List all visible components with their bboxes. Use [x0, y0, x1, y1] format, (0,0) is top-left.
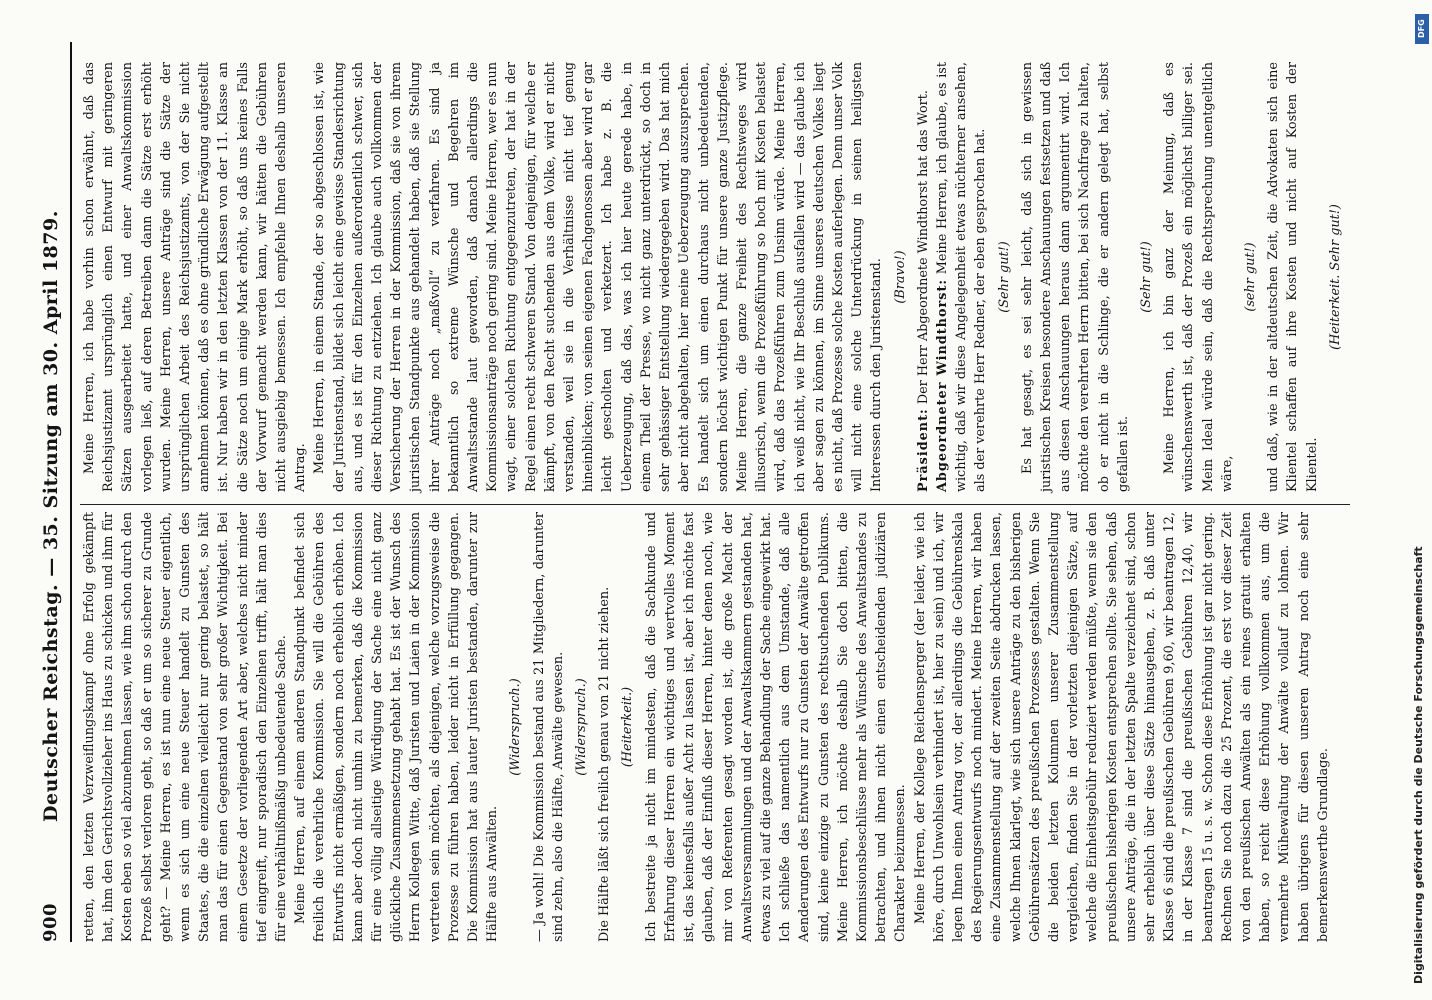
speaker-name: Präsident: [915, 408, 931, 492]
paragraph-text: Meine Herren, in einem Stande, der so abgeschlossen ist, wie der Juristenstand, bildet sich leicht eine gewisse Standesrichtung aus, und es ist für den Einzelnen außerordentlich schwer, sich dieser Richtung zu entziehen. Ich glaube auch vollkommen der Versicherung der Herren in der Kommission, daß sie von ihrem juristischen Standpunkte aus gehandelt haben, daß sie Stellung ihrer Anträge noch „maßvoll“ zu verfahren. Es sind ja bekanntlich so extreme Wünsche und Begehren im Anwaltsstande laut geworden, daß danach allerdings die Kommissionsanträge noch gering sind. Meine Herren, wer es nun wagt, einer solchen Richtung entgegenzutreten, der hat in der Regel einen recht schweren Stand. Von denjenigen, für welche er kämpft, von den Recht suchenden aus dem Volke, wird er nicht verstanden, weil sie in die Verhältnisse nicht tief genug hineinblicken; von seinen eigenen Fachgenossen aber wird er gar leicht gescholten und verketzert. Ich habe z. B. die Ueberzeugung, daß das, was ich hier heute gerede habe, in einem Theil der Presse, wo nicht ganz unterdrückt, so doch in sehr gehässiger Entstellung wiedergegeben wird. Das hat mich aber nicht abgehalten, hier meine Ueberzeugung auszusprechen. Es handelt sich um einen durchaus nicht unbedeutenden, sondern höchst wichtigen Punkt für unsere ganze Justizpflege. Meine Herren, die ganze Freiheit des Rechtsweges wird illusorisch, wenn die Prozeßführung so hoch mit Kosten belastet wird, daß das Prozeßführen zum Unsinn würde. Meine Herren, ich weiß nicht, wie Ihr Beschluß ausfallen wird — das glaube ich aber sagen zu können, im Sinne unseres deutschen Volkes liegt es nicht, daß Prozesse solche Kosten auferlegen. Denn unser Volk will nicht eine solche Unterdrückung in seinen heiligsten Interessen durch den Juristenstand. [312, 62, 885, 492]
paragraph [911, 512, 1333, 942]
paragraph [310, 62, 886, 492]
dfg-logo-icon: DFG [1415, 14, 1429, 44]
paragraph [933, 62, 991, 492]
paragraph [914, 62, 933, 492]
paragraph [80, 62, 310, 492]
paragraph-text: Meine Herren, auf einem anderen Standpunkt befindet sich freilich die verehrliche Kommission. Sie will die Gebühren des Entwurfs nicht ermäßigen, sondern noch erheblich erhöhen. Ich kann aber doch nicht umhin zu bemerken, daß die Kommission für eine völlig allseitige Würdigung der Sache eine nicht ganz glückliche Zusammensetzung gehabt hat. Es ist der Wunsch des Herrn Kollegen Witte, daß Juristen und Laien in der Kommission vertreten sein möchten, als diejenigen, welche vorzugsweise die Prozesse zu führen haben, leider nicht in Erfüllung gegangen. Die Kommission hat aus lauter Juristen bestanden, darunter zur Hälfte aus Anwälten. [293, 512, 501, 942]
interjection: (Heiterkeit.) [620, 686, 636, 768]
interjection: (Heiterkeit. Sehr gut!) [1327, 204, 1343, 350]
paragraph [1018, 62, 1133, 492]
interjection: (Sehr gut!) [1138, 241, 1154, 313]
page-header [38, 62, 66, 942]
paragraph [1160, 62, 1237, 492]
paragraph-text: — Ja wohl! Die Kommission bestand aus 21 Mitgliedern, darunter sind zehn, also die Hälfte, Anwälte gewesen. [531, 512, 566, 942]
paragraph-text: Die Hälfte läßt sich freilich genau von 21 nicht ziehen. [597, 586, 613, 942]
column-divider [80, 504, 1350, 505]
paragraph [530, 512, 568, 942]
interjection: (Bravo!) [892, 250, 908, 304]
left-column [80, 512, 1333, 942]
interjection: (Widerspruch.) [574, 678, 590, 776]
paragraph-text: Es hat gesagt, es sei sehr leicht, daß sich in gewissen juristischen Kreisen besondere Anschauungen festsetzen und daß aus diesen Anschauungen heraus dann argumentirt wird. Ich möchte den verehrten Herrn bitten, bei sich Nachfrage zu halten, ob er nicht in die Schlinge, die er andern gelegt hat, selbst gefallen ist. [1019, 62, 1131, 492]
paragraph [642, 512, 911, 942]
paragraph-text: retten, den letzten Verzweiflungskampf ohne Erfolg gekämpft hat, ihm den Gerichtsvollzieher ins Haus zu schicken und ihm für Kosten eben so viel abzunehmen lassen, wie ihm schon durch den Prozeß selbst verloren geht, so daß er um so sicherer zu Grunde geht? — Meine Herren, es ist nun eine neue Steuer eigentlich, wenn es sich um eine neue Steuer handelt zu Gunsten des Staates, die die einzelnen vielleicht nur gering belastet, so hält man das für einen Gegenstand von sehr großer Wichtigkeit. Bei einem Gesetze der vorliegenden Art aber, welches nicht minder tief eingreift, nur sporadisch den Einzelnen trifft, hält man dies für eine verhältnißmäßig unbedeutende Sache. [82, 512, 290, 942]
paragraph-text: Meine Herren, ich bin ganz der Meinung, daß es wünschenswerth ist, daß der Prozeß ein möglichst billiger sei. Mein Ideal würde sein, daß die Rechtsprechung unentgeltlich wäre, [1162, 62, 1235, 492]
paragraph-text: Meine Herren, ich glaube, es ist wichtig, daß wir diese Angelegenheit etwas nüchterner ansehen, als der verehrte Herr Redner, der eben gesprochen hat. [934, 62, 989, 492]
paragraph-text: Meine Herren, ich habe vorhin schon erwähnt, daß das Reichsjustizamt ursprünglich einen Entwurf mit geringeren Sätzen ausgearbeitet hatte, und einer Anwaltskommission vorlegen ließ, auf deren Betreiben dann die Sätze erst erhöht wurden. Meine Herren, unsere Anträge sind die Sätze der ursprünglichen Arbeit des Reichsjustizamts, von der Sie nicht annehmen können, daß es ohne gründliche Erwägung aufgestellt ist. Nur haben wir in den letzten Klassen von der 11. Klasse an die Sätze noch um einige Mark erhöht, so daß uns keines Falls der Vorwurf gemacht werden kann, wir hätten die Gebühren nicht ausgiebig bemessen. Ich empfehle Ihnen deshalb unseren Antrag. [82, 62, 309, 492]
speaker-name: Abgeordneter Windthorst: [934, 278, 950, 492]
paragraph-text: Meine Herren, der Kollege Reichensperger (der leider, wie ich höre, durch Unwohlsein verhindert ist, hier zu sein) und ich, wir legen Ihnen einen Antrag vor, der allerdings die Gebührenskala des Regierungsentwurfs noch mindert. Meine Herren, wir haben eine Zusammenstellung auf der zweiten Seite abdrucken lassen, welche Ihnen klarlegt, wie sich unsere Anträge zu den bisherigen Gebührensätzen des preußischen Prozesses gestalten. Wenn Sie die beiden letzten Kolumnen unserer Zusammenstellung vergleichen, finden Sie in der vorletzten diejenigen Sätze, auf welche die Einheitsgebühr reduziert werden müßte, wenn sie den preußischen bisherigen Kosten entsprechen sollte. Sie sehen, daß unsere Anträge, die in der letzten Spalte verzeichnet sind, schon sehr erheblich über diese Sätze hinausgehen, z. B. daß unter Klasse 6 sind die preußischen Gebühren 9,60, wir beantragen 12, in der Klasse 7 sind die preußischen Gebühren 12,40, wir beantragen 15 u. s. w. Schon diese Erhöhung ist gar nicht gering. Rechnen Sie noch dazu die 25 Prozent, die erst vor dieser Zeit von den preußischen Anwälten als ein reines gratuit erhalten haben, so reicht diese Erhöhung vollkommen aus, um die vermehrte Mühewaltung der Anwälte vollauf zu lohnen. Wir haben übrigens für diesen unseren Antrag noch eine sehr bemerkenswerthe Grundlage. [912, 512, 1331, 942]
paragraph-text: Ich bestreite ja nicht im mindesten, daß die Sachkunde und Erfahrung dieser Herren ein wichtiges und wertvolles Moment ist, das keinesfalls außer Acht zu lassen ist, aber ich möchte fast glauben, daß der Einfluß dieser Herren, hinter denen noch, wie mir von Referenten gesagt worden ist, die große Macht der Anwaltsversammlungen und der Anwaltskammern gestanden hat, etwas zu viel auf die ganze Behandlung der Sache eingewirkt hat. Ich schließe das namentlich aus dem Umstande, daß alle Aenderungen des Entwurfs nur zu Gunsten der Anwälte getroffen sind, keine einzige zu Gunsten des rechtsuchenden Publikums. Meine Herren, ich möchte deshalb Sie doch bitten, die Kommissionsbeschlüsse mehr als Wünsche des Anwaltstandes zu betrachten, und ihnen nicht einen entscheidenden judiziären Charakter beizumessen. [643, 512, 909, 942]
credit-text: Digitalisierung gefördert durch die Deutsche Forschungsgemeinschaft [1412, 546, 1425, 984]
paragraph [80, 512, 291, 942]
digitization-credit [1412, 16, 1428, 984]
page-number: 900 [40, 902, 61, 942]
interjection: (sehr gut!) [1242, 242, 1258, 312]
paragraph-text: Der Herr Abgeordnete Windthorst hat das Wort. [915, 90, 931, 409]
right-column [80, 62, 1349, 492]
paragraph [595, 512, 614, 942]
interjection: (Sehr gut!) [996, 241, 1012, 313]
paragraph-text: und daß, wie in der altdeutschen Zeit, die Advokaten sich eine Klientel schaffen auf ihre Kosten und nicht auf Kosten der Klientel. [1266, 62, 1320, 492]
paragraph [291, 512, 502, 942]
header-rule [70, 42, 72, 942]
paragraph [1264, 62, 1322, 492]
page-title: Deutscher Reichstag. — 35. Sitzung am 30. April 1879. [40, 210, 62, 822]
interjection: (Widerspruch.) [508, 678, 524, 776]
